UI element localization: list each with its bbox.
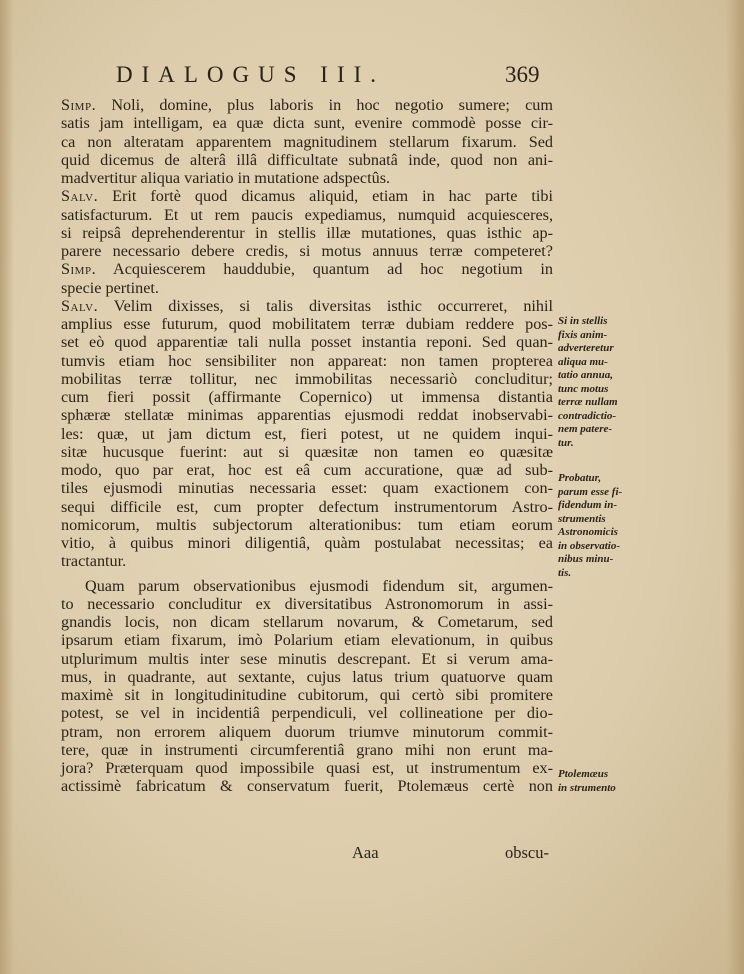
- text-line: satis jam intelligam, ea quæ dicta sunt, evenire commodè posse cir-: [61, 114, 553, 133]
- speaker-name: Simp.: [61, 96, 97, 114]
- text-line: satisfacturum. Et ut rem paucis expediamus, numquid acquiesceres,: [61, 205, 553, 224]
- margin-note-line: aliqua mu-: [558, 355, 608, 368]
- main-text: [61, 96, 553, 796]
- speaker-name: Simp.: [61, 260, 97, 279]
- margin-note-line: contradictio-: [558, 409, 617, 422]
- page-shadow-right: [726, 0, 744, 974]
- text-line: Salv. Velim dixisses, si talis diversitas isthic occurreret, nihil: [61, 296, 553, 315]
- margin-note-line: in observatio-: [558, 539, 621, 552]
- margin-note-line: tur.: [558, 436, 574, 449]
- margin-note-line: fixis anim-: [558, 328, 608, 341]
- margin-note-line: nem patere-: [558, 423, 613, 435]
- margin-note-line: tunc motus: [558, 382, 609, 395]
- margin-note-line: adverteretur: [558, 342, 614, 354]
- text-line: Simp. Noli, domine, plus laboris in hoc negotio sumere; cum: [61, 96, 553, 114]
- marginal-notes: [558, 315, 638, 795]
- text-line: to necessario concluditur ex diversitatibus Astronomorum in assi-: [61, 594, 553, 613]
- text-line: Quam parum observationibus ejusmodi fidendum sit, argumen-: [85, 576, 553, 595]
- text-line: potest, se vel in incidentiâ perpendiculi, vel collineatione per dio-: [61, 704, 553, 723]
- text-line: tumvis etiam hoc sensibiliter non appareat: non tamen propterea: [61, 351, 553, 370]
- text-line: sequi difficile est, cum propter defectum instrumentorum Astro-: [61, 497, 553, 516]
- text-line: gnandis locis, non dicam stellarum novarum, & Cometarum, sed: [61, 613, 553, 631]
- text-line: maximè sit in longitudinitudine cubitorum, qui certò sibi promitere: [61, 686, 553, 704]
- text-line: set eò quod apparentiæ tali nulla posset instantia reponi. Sed quan-: [61, 333, 553, 352]
- text-line: mobilitas terræ tollitur, nec immobilitas necessariò concluditur;: [61, 369, 553, 388]
- text-line: ptram, non errorem aliquem duorum triumve minutorum commit-: [61, 722, 553, 741]
- text-line: utplurimum multis inter sese minutis descrepant. Et si verum ama-: [61, 649, 553, 668]
- margin-note-line: Ptolemæus: [558, 768, 609, 780]
- margin-note-line: in strumento: [558, 781, 616, 794]
- text-line: ca non alteratam apparentem magnitudinem stellarum fixarum. Sed: [61, 132, 553, 151]
- margin-note-line: strumentis: [558, 512, 606, 525]
- text-line: tractantur.: [61, 552, 127, 571]
- text-line: Salv. Erit fortè quod dicamus aliquid, etiam in hac parte tibi: [61, 187, 553, 206]
- text-line: si reipsâ deprehenderentur in stellis illæ mutationes, quas isthic ap-: [61, 223, 553, 242]
- margin-note-line: fidendum in-: [558, 499, 617, 511]
- page-shadow-left: [0, 0, 14, 974]
- text-line: madvertitur aliqua variatio in mutatione adspectûs.: [61, 169, 391, 187]
- text-line: amplius esse futurum, quod mobilitatem terræ dubiam reddere pos-: [61, 315, 553, 333]
- signature-mark: Aaa: [352, 843, 379, 862]
- catchword: obscu-: [505, 843, 549, 862]
- text-line: cum fieri possit (affirmante Copernico) ut immensa distantia: [61, 388, 553, 406]
- text-line: mus, in quadrante, aut sextante, cujus latus trium quatuorve quam: [61, 667, 553, 686]
- margin-note-line: Astronomicis: [558, 526, 618, 538]
- margin-note-line: tatio annua,: [558, 369, 614, 381]
- text-line: tere, quæ in instrumenti circumferentiâ grano mihi non erunt ma-: [61, 740, 553, 759]
- margin-note-line: nibus minu-: [558, 553, 614, 565]
- margin-note-line: Probatur,: [558, 472, 602, 484]
- text-line: nomicorum, multis subjectorum alterationibus: tum etiam eorum: [61, 515, 553, 534]
- text-line: vitio, à quibus minori diligentiâ, quàm postulabat necessitas; ea: [61, 534, 553, 552]
- text-line: sphæræ stellatæ minimas apparentias ejusmodi reddat inobservabi-: [61, 406, 553, 425]
- page-number: 369: [505, 62, 540, 87]
- running-head: DIALOGUS III.: [116, 62, 386, 87]
- margin-note-line: parum esse fi-: [558, 485, 623, 498]
- text-line: quid dicemus de alterâ illâ difficultate subnatâ inde, quod non ani-: [61, 150, 553, 169]
- speaker-name: Salv.: [61, 296, 99, 315]
- margin-note-line: terræ nullam: [558, 396, 618, 408]
- text-line: tiles ejusmodi minutias necessaria esset: quam exactionem con-: [61, 479, 553, 498]
- text-line: les: quæ, ut jam dictum est, fieri potest, ut ne quidem inqui-: [61, 424, 553, 443]
- text-line: modo, quo par erat, hoc est eâ cum accuratione, quæ ad sub-: [61, 461, 553, 479]
- text-line: Simp. Acquiescerem hauddubie, quantum ad hoc negotium in: [61, 260, 553, 279]
- text-line: parere necessario debere credis, si motus annuus terræ competeret?: [61, 242, 553, 260]
- text-line: actissimè fabricatum & conservatum fuerit, Ptolemæus certè non: [61, 777, 553, 796]
- margin-note-line: tis.: [558, 566, 572, 579]
- text-line: jora? Præterquam quod impossibile quasi est, ut instrumentum ex-: [61, 759, 553, 777]
- text-line: sitæ hucusque fuerint: aut si quæsitæ non tamen eo quæsitæ: [61, 442, 553, 461]
- speaker-name: Salv.: [61, 187, 99, 206]
- text-line: specie pertinet.: [61, 278, 159, 297]
- margin-note-line: Si in stellis: [558, 315, 608, 327]
- text-line: ipsarum etiam fixarum, imò Polarium etiam elevationum, in quibus: [61, 631, 553, 650]
